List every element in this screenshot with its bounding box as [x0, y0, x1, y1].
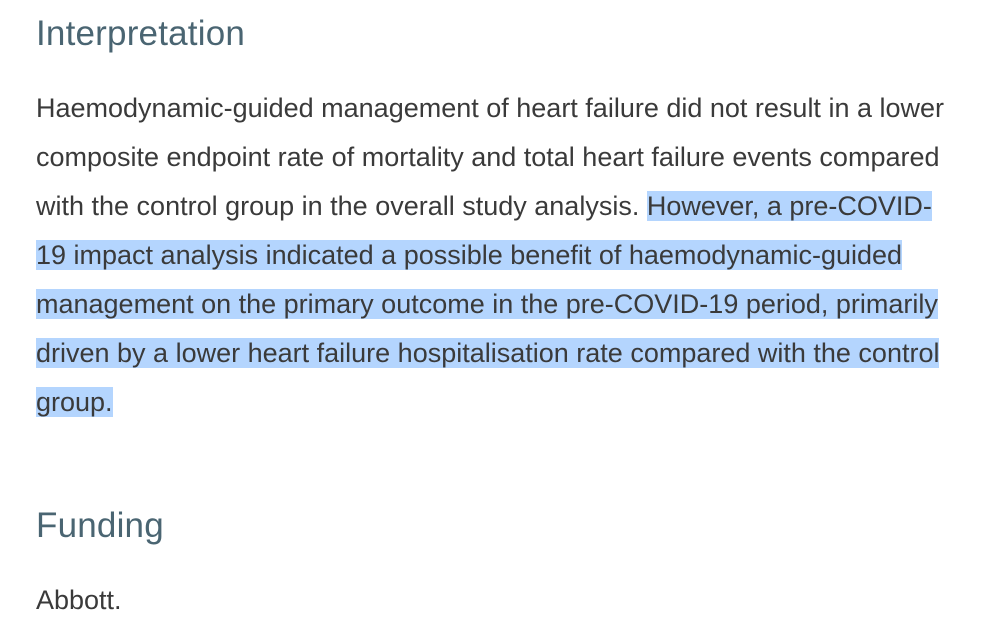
interpretation-paragraph[interactable]	[36, 84, 956, 427]
selected-text-highlight[interactable]: However, a pre-COVID-19 impact analysis indicated a possible benefit of haemodynamic-guided management on the primary outcome in the pre-COVID-19 period, primarily driven by a lower heart failure hospitalisation rate compared with the control group.	[36, 191, 940, 417]
interpretation-text[interactable]: Haemodynamic-guided management of heart failure did not result in a lower composite endpoint rate of mortality and total heart failure events compared with the control group in the overall study analysis.	[36, 93, 944, 221]
funding-text[interactable]: Abbott.	[36, 585, 122, 615]
funding-heading: Funding	[36, 506, 164, 545]
interpretation-heading: Interpretation	[36, 14, 246, 53]
